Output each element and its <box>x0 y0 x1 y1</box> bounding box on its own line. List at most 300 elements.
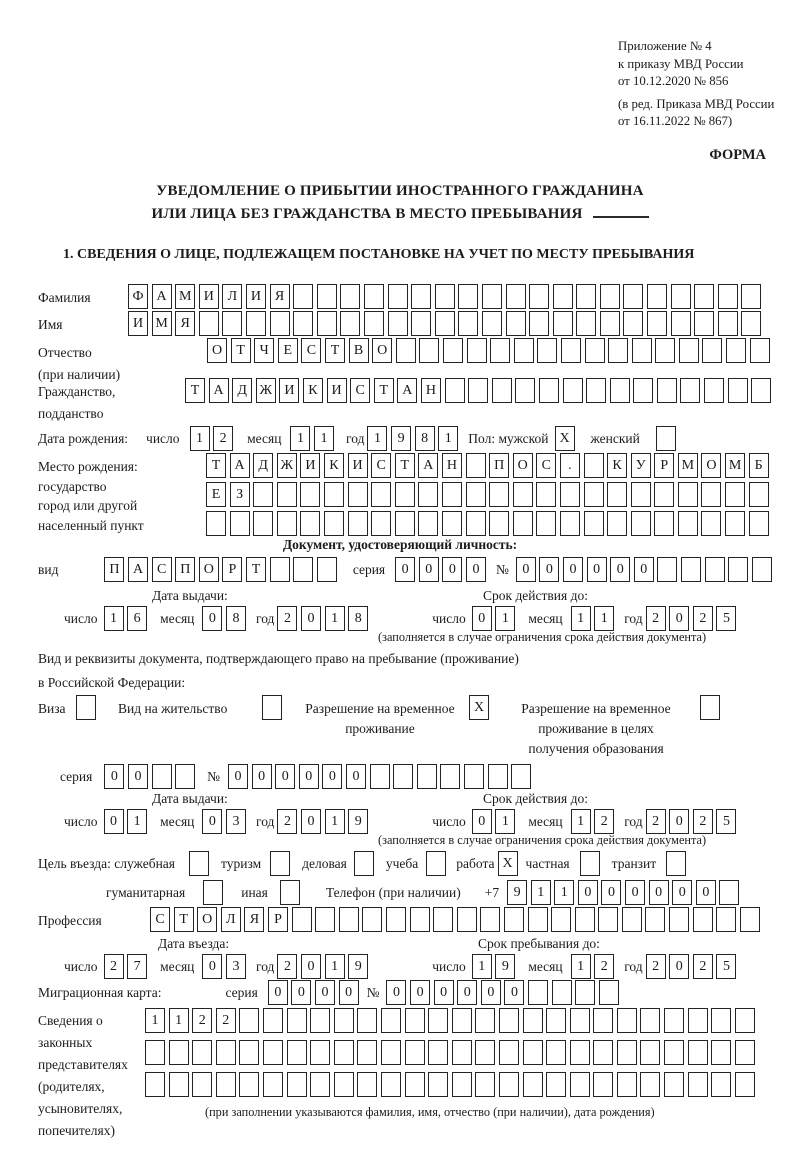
char-cell[interactable] <box>598 907 618 932</box>
char-cell[interactable] <box>475 1040 495 1065</box>
char-cell[interactable] <box>395 482 415 507</box>
char-cell[interactable]: О <box>207 338 227 363</box>
char-cell[interactable]: Т <box>185 378 205 403</box>
char-cell[interactable] <box>640 1008 660 1033</box>
char-cell[interactable] <box>203 880 223 905</box>
char-cell[interactable] <box>418 511 438 536</box>
char-cell[interactable] <box>300 511 320 536</box>
char-cell[interactable] <box>405 1072 425 1097</box>
char-cell[interactable] <box>216 1072 236 1097</box>
char-cell[interactable] <box>718 311 738 336</box>
char-cell[interactable]: Т <box>395 453 415 478</box>
char-cell[interactable]: 0 <box>669 809 689 834</box>
char-cell[interactable]: С <box>301 338 321 363</box>
doc-series-input[interactable] <box>395 557 486 582</box>
char-cell[interactable] <box>386 907 406 932</box>
char-cell[interactable]: О <box>372 338 392 363</box>
char-cell[interactable]: Д <box>232 378 252 403</box>
char-cell[interactable]: Л <box>221 907 241 932</box>
char-cell[interactable]: 0 <box>472 809 492 834</box>
char-cell[interactable] <box>452 1040 472 1065</box>
char-cell[interactable] <box>656 426 676 451</box>
char-cell[interactable] <box>339 907 359 932</box>
doc-issue-month-input[interactable] <box>202 606 246 631</box>
char-cell[interactable]: 2 <box>693 954 713 979</box>
char-cell[interactable]: К <box>324 453 344 478</box>
char-cell[interactable] <box>669 907 689 932</box>
char-cell[interactable] <box>262 695 282 720</box>
char-cell[interactable] <box>536 511 556 536</box>
char-cell[interactable] <box>426 851 446 876</box>
char-cell[interactable] <box>216 1040 236 1065</box>
char-cell[interactable] <box>452 1072 472 1097</box>
char-cell[interactable]: О <box>513 453 533 478</box>
char-cell[interactable] <box>593 1072 613 1097</box>
char-cell[interactable] <box>726 338 746 363</box>
char-cell[interactable] <box>688 1040 708 1065</box>
char-cell[interactable] <box>585 338 605 363</box>
char-cell[interactable]: И <box>327 378 347 403</box>
char-cell[interactable] <box>570 1008 590 1033</box>
char-cell[interactable] <box>623 311 643 336</box>
char-cell[interactable] <box>528 907 548 932</box>
char-cell[interactable] <box>679 338 699 363</box>
char-cell[interactable] <box>570 1072 590 1097</box>
char-cell[interactable] <box>552 980 572 1005</box>
char-cell[interactable]: 0 <box>601 880 621 905</box>
char-cell[interactable] <box>239 1040 259 1065</box>
char-cell[interactable] <box>428 1008 448 1033</box>
char-cell[interactable]: 1 <box>190 426 210 451</box>
char-cell[interactable] <box>751 378 771 403</box>
char-cell[interactable]: Л <box>222 284 242 309</box>
char-cell[interactable] <box>752 557 772 582</box>
char-cell[interactable]: 1 <box>314 426 334 451</box>
char-cell[interactable] <box>475 1008 495 1033</box>
char-cell[interactable] <box>206 511 226 536</box>
char-cell[interactable]: Ф <box>128 284 148 309</box>
char-cell[interactable] <box>749 482 769 507</box>
char-cell[interactable] <box>657 557 677 582</box>
char-cell[interactable] <box>610 378 630 403</box>
char-cell[interactable] <box>340 284 360 309</box>
char-cell[interactable] <box>735 1040 755 1065</box>
char-cell[interactable] <box>599 980 619 1005</box>
char-cell[interactable] <box>546 1072 566 1097</box>
char-cell[interactable] <box>617 1008 637 1033</box>
char-cell[interactable]: 5 <box>716 809 736 834</box>
char-cell[interactable] <box>381 1040 401 1065</box>
char-cell[interactable] <box>499 1072 519 1097</box>
char-cell[interactable]: 0 <box>578 880 598 905</box>
char-cell[interactable] <box>489 482 509 507</box>
char-cell[interactable]: 2 <box>646 954 666 979</box>
char-cell[interactable]: 2 <box>192 1008 212 1033</box>
char-cell[interactable] <box>735 1008 755 1033</box>
char-cell[interactable]: П <box>489 453 509 478</box>
char-cell[interactable]: Н <box>442 453 462 478</box>
char-cell[interactable]: 1 <box>367 426 387 451</box>
birth-month-input[interactable] <box>290 426 334 451</box>
phone-input[interactable] <box>507 880 739 905</box>
char-cell[interactable] <box>348 511 368 536</box>
char-cell[interactable] <box>192 1040 212 1065</box>
char-cell[interactable] <box>741 284 761 309</box>
char-cell[interactable] <box>563 378 583 403</box>
char-cell[interactable] <box>357 1040 377 1065</box>
char-cell[interactable] <box>458 311 478 336</box>
char-cell[interactable] <box>546 1040 566 1065</box>
char-cell[interactable] <box>280 880 300 905</box>
char-cell[interactable] <box>263 1008 283 1033</box>
char-cell[interactable]: 2 <box>594 954 614 979</box>
char-cell[interactable] <box>145 1072 165 1097</box>
char-cell[interactable]: 0 <box>672 880 692 905</box>
char-cell[interactable] <box>467 338 487 363</box>
char-cell[interactable] <box>600 284 620 309</box>
char-cell[interactable] <box>189 851 209 876</box>
char-cell[interactable] <box>718 284 738 309</box>
char-cell[interactable]: Ж <box>277 453 297 478</box>
char-cell[interactable] <box>433 907 453 932</box>
char-cell[interactable] <box>354 851 374 876</box>
char-cell[interactable] <box>705 557 725 582</box>
char-cell[interactable]: Ж <box>256 378 276 403</box>
char-cell[interactable] <box>523 1072 543 1097</box>
char-cell[interactable]: 9 <box>495 954 515 979</box>
char-cell[interactable] <box>719 880 739 905</box>
char-cell[interactable]: 9 <box>348 809 368 834</box>
char-cell[interactable] <box>76 695 96 720</box>
char-cell[interactable]: М <box>175 284 195 309</box>
char-cell[interactable] <box>711 1008 731 1033</box>
char-cell[interactable]: 0 <box>291 980 311 1005</box>
birthplace-input-row2[interactable] <box>206 482 769 507</box>
work-checkbox[interactable] <box>498 851 518 876</box>
char-cell[interactable] <box>152 764 172 789</box>
char-cell[interactable]: 1 <box>127 809 147 834</box>
char-cell[interactable]: 0 <box>202 606 222 631</box>
char-cell[interactable] <box>435 284 455 309</box>
stay-day-input[interactable] <box>472 954 516 979</box>
char-cell[interactable] <box>263 1040 283 1065</box>
char-cell[interactable] <box>622 907 642 932</box>
permit-series-input[interactable] <box>104 764 195 789</box>
char-cell[interactable]: 0 <box>252 764 272 789</box>
char-cell[interactable] <box>725 482 745 507</box>
char-cell[interactable] <box>452 1008 472 1033</box>
char-cell[interactable] <box>561 338 581 363</box>
char-cell[interactable] <box>388 284 408 309</box>
char-cell[interactable]: 2 <box>277 954 297 979</box>
char-cell[interactable] <box>584 453 604 478</box>
char-cell[interactable] <box>388 311 408 336</box>
char-cell[interactable] <box>640 1072 660 1097</box>
char-cell[interactable] <box>287 1040 307 1065</box>
char-cell[interactable]: А <box>230 453 250 478</box>
char-cell[interactable] <box>334 1040 354 1065</box>
char-cell[interactable]: Т <box>231 338 251 363</box>
char-cell[interactable]: 0 <box>228 764 248 789</box>
char-cell[interactable] <box>694 311 714 336</box>
char-cell[interactable]: Т <box>246 557 266 582</box>
char-cell[interactable] <box>488 764 508 789</box>
char-cell[interactable] <box>623 284 643 309</box>
char-cell[interactable] <box>169 1072 189 1097</box>
lastname-input[interactable] <box>128 284 761 309</box>
char-cell[interactable] <box>580 851 600 876</box>
char-cell[interactable] <box>145 1040 165 1065</box>
char-cell[interactable] <box>741 311 761 336</box>
temp-residence-checkbox[interactable] <box>469 695 489 720</box>
char-cell[interactable] <box>464 764 484 789</box>
char-cell[interactable]: О <box>199 557 219 582</box>
char-cell[interactable] <box>536 482 556 507</box>
char-cell[interactable] <box>370 764 390 789</box>
char-cell[interactable]: С <box>536 453 556 478</box>
char-cell[interactable] <box>664 1008 684 1033</box>
char-cell[interactable]: 8 <box>415 426 435 451</box>
char-cell[interactable]: 0 <box>301 809 321 834</box>
char-cell[interactable]: 0 <box>457 980 477 1005</box>
char-cell[interactable] <box>749 511 769 536</box>
char-cell[interactable] <box>546 1008 566 1033</box>
char-cell[interactable] <box>490 338 510 363</box>
char-cell[interactable]: 9 <box>391 426 411 451</box>
char-cell[interactable]: 2 <box>104 954 124 979</box>
char-cell[interactable] <box>576 284 596 309</box>
entry-year-input[interactable] <box>277 954 368 979</box>
char-cell[interactable]: 5 <box>716 954 736 979</box>
char-cell[interactable] <box>440 764 460 789</box>
char-cell[interactable] <box>631 511 651 536</box>
char-cell[interactable] <box>292 907 312 932</box>
char-cell[interactable]: С <box>371 453 391 478</box>
char-cell[interactable]: 0 <box>587 557 607 582</box>
char-cell[interactable]: М <box>152 311 172 336</box>
char-cell[interactable] <box>253 482 273 507</box>
char-cell[interactable] <box>600 311 620 336</box>
char-cell[interactable]: Д <box>253 453 273 478</box>
char-cell[interactable] <box>277 482 297 507</box>
char-cell[interactable] <box>711 1040 731 1065</box>
char-cell[interactable]: 2 <box>277 606 297 631</box>
char-cell[interactable]: 0 <box>649 880 669 905</box>
char-cell[interactable] <box>480 907 500 932</box>
char-cell[interactable] <box>735 1072 755 1097</box>
char-cell[interactable] <box>511 764 531 789</box>
char-cell[interactable]: 0 <box>202 954 222 979</box>
char-cell[interactable] <box>396 338 416 363</box>
char-cell[interactable] <box>499 1040 519 1065</box>
char-cell[interactable] <box>300 482 320 507</box>
representatives-input-row2[interactable] <box>145 1040 755 1065</box>
char-cell[interactable]: X <box>555 426 575 451</box>
char-cell[interactable] <box>560 482 580 507</box>
char-cell[interactable] <box>199 311 219 336</box>
char-cell[interactable] <box>529 311 549 336</box>
char-cell[interactable] <box>608 338 628 363</box>
residence-permit-checkbox[interactable] <box>262 695 282 720</box>
char-cell[interactable]: И <box>199 284 219 309</box>
char-cell[interactable] <box>678 482 698 507</box>
char-cell[interactable] <box>489 511 509 536</box>
char-cell[interactable] <box>728 557 748 582</box>
char-cell[interactable]: 8 <box>348 606 368 631</box>
char-cell[interactable]: 2 <box>216 1008 236 1033</box>
char-cell[interactable]: . <box>560 453 580 478</box>
char-cell[interactable]: А <box>152 284 172 309</box>
char-cell[interactable] <box>317 311 337 336</box>
char-cell[interactable] <box>539 378 559 403</box>
char-cell[interactable] <box>468 378 488 403</box>
char-cell[interactable]: М <box>725 453 745 478</box>
char-cell[interactable]: 1 <box>438 426 458 451</box>
char-cell[interactable] <box>716 907 736 932</box>
char-cell[interactable] <box>442 511 462 536</box>
char-cell[interactable] <box>654 511 674 536</box>
char-cell[interactable]: Ч <box>254 338 274 363</box>
char-cell[interactable] <box>317 557 337 582</box>
char-cell[interactable] <box>499 1008 519 1033</box>
char-cell[interactable] <box>593 1008 613 1033</box>
char-cell[interactable] <box>334 1072 354 1097</box>
char-cell[interactable]: К <box>607 453 627 478</box>
char-cell[interactable] <box>395 511 415 536</box>
char-cell[interactable] <box>466 482 486 507</box>
char-cell[interactable] <box>428 1040 448 1065</box>
char-cell[interactable]: 1 <box>325 954 345 979</box>
char-cell[interactable] <box>428 1072 448 1097</box>
char-cell[interactable] <box>175 764 195 789</box>
firstname-input[interactable] <box>128 311 761 336</box>
char-cell[interactable] <box>317 284 337 309</box>
char-cell[interactable] <box>655 338 675 363</box>
char-cell[interactable]: А <box>209 378 229 403</box>
char-cell[interactable] <box>270 557 290 582</box>
char-cell[interactable] <box>671 311 691 336</box>
char-cell[interactable] <box>551 907 571 932</box>
official-checkbox[interactable] <box>189 851 209 876</box>
char-cell[interactable] <box>324 482 344 507</box>
char-cell[interactable] <box>357 1008 377 1033</box>
char-cell[interactable]: 0 <box>481 980 501 1005</box>
char-cell[interactable] <box>411 284 431 309</box>
char-cell[interactable]: И <box>246 284 266 309</box>
char-cell[interactable] <box>711 1072 731 1097</box>
char-cell[interactable]: 1 <box>554 880 574 905</box>
char-cell[interactable] <box>515 378 535 403</box>
char-cell[interactable] <box>680 378 700 403</box>
char-cell[interactable]: 9 <box>348 954 368 979</box>
char-cell[interactable] <box>364 284 384 309</box>
char-cell[interactable] <box>750 338 770 363</box>
char-cell[interactable]: П <box>175 557 195 582</box>
char-cell[interactable]: 0 <box>669 954 689 979</box>
char-cell[interactable]: 2 <box>594 809 614 834</box>
char-cell[interactable] <box>528 980 548 1005</box>
char-cell[interactable] <box>310 1040 330 1065</box>
char-cell[interactable]: К <box>303 378 323 403</box>
char-cell[interactable] <box>435 311 455 336</box>
char-cell[interactable] <box>287 1072 307 1097</box>
doc-issue-year-input[interactable] <box>277 606 368 631</box>
char-cell[interactable] <box>371 482 391 507</box>
char-cell[interactable] <box>693 907 713 932</box>
char-cell[interactable]: 8 <box>226 606 246 631</box>
char-cell[interactable]: 0 <box>472 606 492 631</box>
char-cell[interactable] <box>419 338 439 363</box>
char-cell[interactable]: 0 <box>386 980 406 1005</box>
char-cell[interactable] <box>725 511 745 536</box>
char-cell[interactable] <box>169 1040 189 1065</box>
representatives-input-row1[interactable] <box>145 1008 755 1033</box>
char-cell[interactable] <box>348 482 368 507</box>
char-cell[interactable] <box>293 557 313 582</box>
char-cell[interactable] <box>364 311 384 336</box>
patronymic-input[interactable] <box>207 338 770 363</box>
char-cell[interactable] <box>277 511 297 536</box>
char-cell[interactable] <box>586 378 606 403</box>
char-cell[interactable] <box>688 1008 708 1033</box>
char-cell[interactable]: И <box>128 311 148 336</box>
char-cell[interactable] <box>230 511 250 536</box>
doc-valid-month-input[interactable] <box>571 606 615 631</box>
char-cell[interactable] <box>704 378 724 403</box>
char-cell[interactable] <box>678 511 698 536</box>
char-cell[interactable] <box>694 284 714 309</box>
private-checkbox[interactable] <box>580 851 600 876</box>
char-cell[interactable]: Р <box>268 907 288 932</box>
char-cell[interactable]: 2 <box>646 809 666 834</box>
char-cell[interactable] <box>362 907 382 932</box>
char-cell[interactable]: Т <box>325 338 345 363</box>
char-cell[interactable]: 2 <box>213 426 233 451</box>
char-cell[interactable] <box>664 1072 684 1097</box>
char-cell[interactable] <box>584 482 604 507</box>
char-cell[interactable]: 0 <box>268 980 288 1005</box>
transit-checkbox[interactable] <box>666 851 686 876</box>
char-cell[interactable]: Т <box>206 453 226 478</box>
char-cell[interactable] <box>482 311 502 336</box>
char-cell[interactable] <box>293 284 313 309</box>
char-cell[interactable]: 0 <box>539 557 559 582</box>
char-cell[interactable] <box>664 1040 684 1065</box>
char-cell[interactable] <box>617 1040 637 1065</box>
char-cell[interactable]: 0 <box>346 764 366 789</box>
char-cell[interactable] <box>458 284 478 309</box>
char-cell[interactable] <box>617 1072 637 1097</box>
char-cell[interactable] <box>310 1072 330 1097</box>
char-cell[interactable] <box>575 980 595 1005</box>
char-cell[interactable] <box>340 311 360 336</box>
char-cell[interactable]: 0 <box>504 980 524 1005</box>
char-cell[interactable] <box>253 511 273 536</box>
char-cell[interactable] <box>537 338 557 363</box>
char-cell[interactable] <box>475 1072 495 1097</box>
char-cell[interactable]: 1 <box>495 809 515 834</box>
char-cell[interactable] <box>287 1008 307 1033</box>
char-cell[interactable]: 1 <box>495 606 515 631</box>
char-cell[interactable]: 1 <box>571 954 591 979</box>
char-cell[interactable]: А <box>397 378 417 403</box>
char-cell[interactable]: И <box>348 453 368 478</box>
char-cell[interactable]: 2 <box>277 809 297 834</box>
char-cell[interactable]: 0 <box>339 980 359 1005</box>
char-cell[interactable]: Н <box>421 378 441 403</box>
char-cell[interactable] <box>513 511 533 536</box>
other-checkbox[interactable] <box>280 880 300 905</box>
